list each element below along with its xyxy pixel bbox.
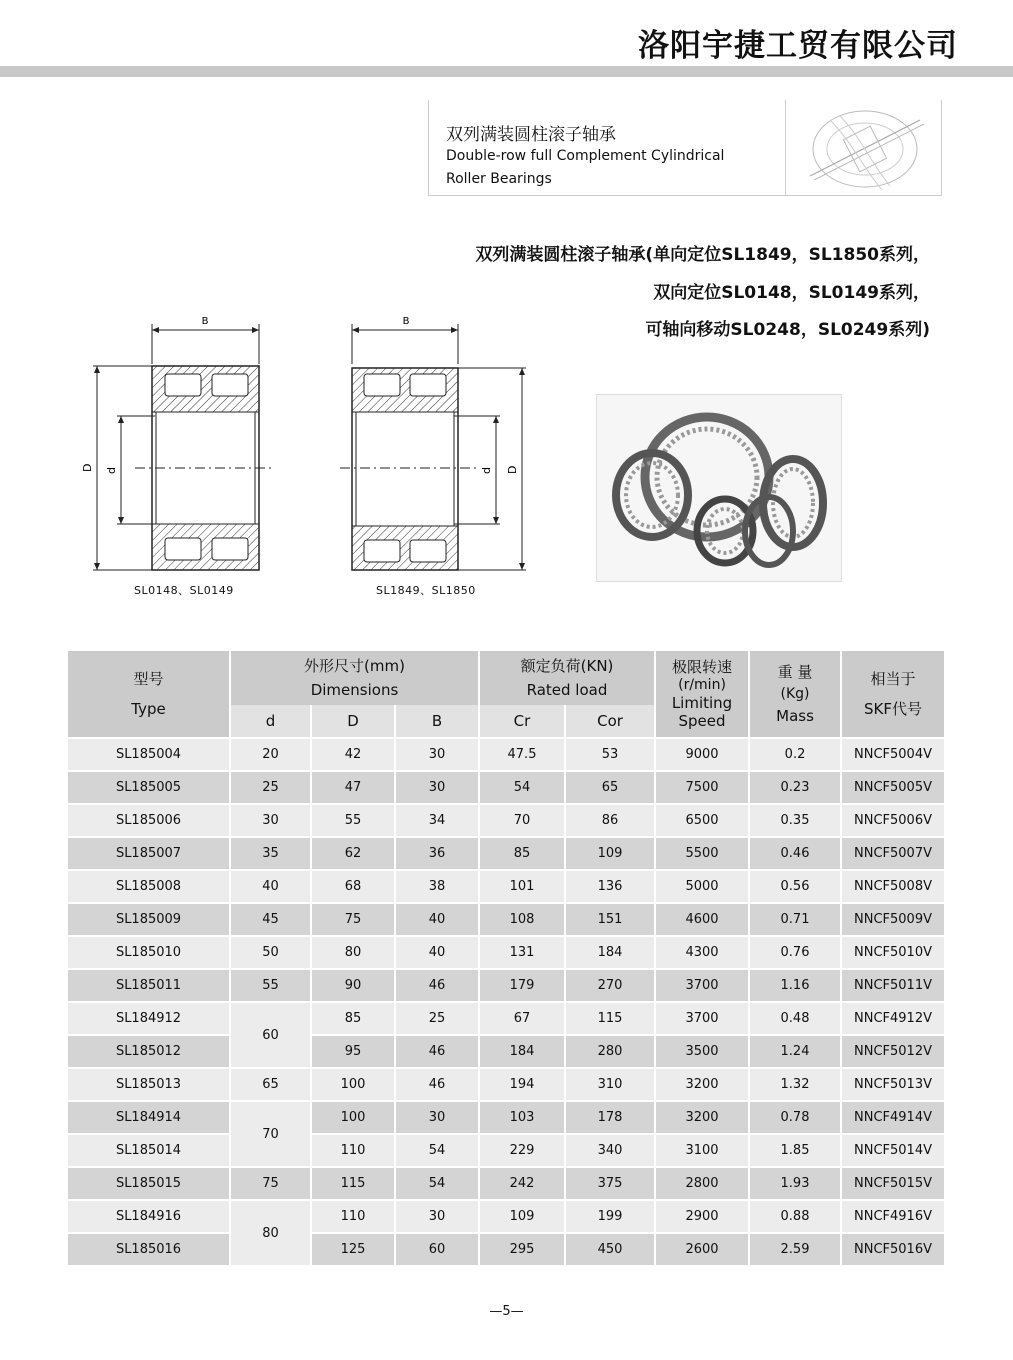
header-dim-cn: 外形尺寸(mm) [304, 657, 405, 675]
cell-mass: 0.46 [749, 837, 841, 870]
cell-skf: NNCF5005V [841, 771, 944, 804]
header-skf [841, 651, 944, 738]
cell-mass: 0.48 [749, 1002, 841, 1035]
cell-skf: NNCF5015V [841, 1167, 944, 1200]
cell-d: 42 [311, 738, 395, 771]
dim-D-label: D [81, 463, 94, 472]
cell-type: SL185014 [68, 1134, 230, 1167]
cell-mass: 1.93 [749, 1167, 841, 1200]
cell-type: SL185015 [68, 1167, 230, 1200]
dim-b-label: B [402, 316, 410, 327]
cell-skf: NNCF5016V [841, 1233, 944, 1265]
cell-cr: 131 [479, 936, 565, 969]
cell-mass: 1.85 [749, 1134, 841, 1167]
cell-type: SL185005 [68, 771, 230, 804]
cell-cor: 53 [565, 738, 655, 771]
cell-cor: 270 [565, 969, 655, 1002]
cell-skf: NNCF4914V [841, 1101, 944, 1134]
cell-d: 60 [230, 1002, 311, 1068]
cell-d: 95 [311, 1035, 395, 1068]
header-speed-en1: Limiting [671, 694, 733, 712]
table-row [68, 771, 944, 804]
cell-d: 85 [311, 1002, 395, 1035]
cell-cor: 115 [565, 1002, 655, 1035]
cell-cr: 47.5 [479, 738, 565, 771]
cell-b: 30 [395, 1200, 479, 1233]
cell-d: 68 [311, 870, 395, 903]
table-row [68, 1233, 944, 1265]
table-row [68, 1002, 944, 1035]
bearing-diagram-left [75, 312, 275, 580]
table-row [68, 1167, 944, 1200]
cell-speed: 5500 [655, 837, 749, 870]
cell-d: 90 [311, 969, 395, 1002]
cell-b: 40 [395, 903, 479, 936]
cell-speed: 2600 [655, 1233, 749, 1265]
header-Cr: Cr [479, 705, 565, 738]
header-mass-unit: (Kg) [780, 686, 810, 702]
cell-d: 35 [230, 837, 311, 870]
header-speed-en2: Speed [678, 712, 726, 730]
header-dimensions [230, 651, 479, 705]
cell-cr: 101 [479, 870, 565, 903]
cell-d: 20 [230, 738, 311, 771]
cell-speed: 7500 [655, 771, 749, 804]
cell-mass: 0.23 [749, 771, 841, 804]
cell-mass: 0.35 [749, 804, 841, 837]
heading-line1: 双列满装圆柱滚子轴承(单向定位SL1849，SL1850系列， [475, 245, 930, 265]
cell-d: 55 [230, 969, 311, 1002]
cell-mass: 0.56 [749, 870, 841, 903]
table-row [68, 1068, 944, 1101]
header-skf-cn2: SKF代号 [864, 700, 923, 718]
table-row [68, 903, 944, 936]
cell-speed: 3700 [655, 969, 749, 1002]
cell-d: 70 [230, 1101, 311, 1167]
cell-d: 110 [311, 1134, 395, 1167]
cell-d: 45 [230, 903, 311, 936]
cell-cor: 340 [565, 1134, 655, 1167]
diagram-left-caption: SL0148、SL0149 [134, 584, 234, 597]
cell-cr: 229 [479, 1134, 565, 1167]
cell-d: 100 [311, 1101, 395, 1134]
cell-cr: 194 [479, 1068, 565, 1101]
cell-b: 46 [395, 969, 479, 1002]
header-load-en: Rated load [526, 681, 608, 699]
cell-type: SL184912 [68, 1002, 230, 1035]
heading-line3: 可轴向移动SL0248，SL0249系列) [645, 320, 930, 340]
cell-speed: 3100 [655, 1134, 749, 1167]
cell-b: 36 [395, 837, 479, 870]
table-row [68, 1035, 944, 1068]
header-B: B [395, 705, 479, 738]
table-row [68, 837, 944, 870]
table-row [68, 1134, 944, 1167]
title-en-line1: Double-row full Complement Cylindrical [446, 148, 725, 164]
cell-cor: 375 [565, 1167, 655, 1200]
bearings-photo-icon [597, 395, 841, 581]
diagram-right-caption: SL1849、SL1850 [376, 584, 476, 597]
header-type-en: Type [131, 700, 166, 718]
cell-cr: 295 [479, 1233, 565, 1265]
table-row [68, 804, 944, 837]
cell-b: 30 [395, 1101, 479, 1134]
cell-d: 75 [311, 903, 395, 936]
bearings-photo [596, 394, 842, 582]
header-speed-cn: 极限转速 [672, 658, 733, 676]
cell-skf: NNCF5006V [841, 804, 944, 837]
spec-table-body [68, 738, 944, 1265]
header-D: D [311, 705, 395, 738]
cell-b: 46 [395, 1035, 479, 1068]
cell-cr: 179 [479, 969, 565, 1002]
cell-mass: 1.24 [749, 1035, 841, 1068]
cell-mass: 1.32 [749, 1068, 841, 1101]
cell-d: 80 [230, 1200, 311, 1265]
cell-cr: 67 [479, 1002, 565, 1035]
cell-d: 47 [311, 771, 395, 804]
cell-cor: 280 [565, 1035, 655, 1068]
table-row [68, 1101, 944, 1134]
cell-cor: 136 [565, 870, 655, 903]
cell-type: SL185007 [68, 837, 230, 870]
cell-mass: 1.16 [749, 969, 841, 1002]
title-en-line2: Roller Bearings [446, 171, 552, 187]
header-rated-load [479, 651, 655, 705]
cell-speed: 3500 [655, 1035, 749, 1068]
header-skf-cn1: 相当于 [870, 670, 916, 688]
cell-mass: 0.71 [749, 903, 841, 936]
bearing-sketch-icon [800, 106, 930, 192]
cell-speed: 3200 [655, 1068, 749, 1101]
cell-cor: 184 [565, 936, 655, 969]
cell-speed: 3200 [655, 1101, 749, 1134]
cell-d: 115 [311, 1167, 395, 1200]
cell-cor: 65 [565, 771, 655, 804]
cell-type: SL184914 [68, 1101, 230, 1134]
header-mass [749, 651, 841, 738]
cell-skf: NNCF5008V [841, 870, 944, 903]
cell-skf: NNCF5014V [841, 1134, 944, 1167]
cell-b: 40 [395, 936, 479, 969]
cell-d: 62 [311, 837, 395, 870]
cell-cor: 199 [565, 1200, 655, 1233]
dim-D-label: D [506, 465, 519, 474]
cell-b: 34 [395, 804, 479, 837]
cell-b: 30 [395, 738, 479, 771]
cell-cor: 178 [565, 1101, 655, 1134]
cell-speed: 3700 [655, 1002, 749, 1035]
dim-d-label: d [480, 467, 493, 474]
table-row [68, 870, 944, 903]
header-Cor: Cor [565, 705, 655, 738]
cell-speed: 6500 [655, 804, 749, 837]
cell-speed: 9000 [655, 738, 749, 771]
cell-speed: 2900 [655, 1200, 749, 1233]
cell-mass: 0.2 [749, 738, 841, 771]
cell-d: 110 [311, 1200, 395, 1233]
header-type [68, 651, 230, 738]
cell-skf: NNCF4916V [841, 1200, 944, 1233]
cell-cr: 184 [479, 1035, 565, 1068]
cell-type: SL185010 [68, 936, 230, 969]
cell-skf: NNCF5007V [841, 837, 944, 870]
cell-cor: 450 [565, 1233, 655, 1265]
dim-d-label: d [105, 467, 118, 474]
cell-b: 30 [395, 771, 479, 804]
cell-type: SL185016 [68, 1233, 230, 1265]
cell-skf: NNCF5009V [841, 903, 944, 936]
cell-d: 55 [311, 804, 395, 837]
header-mass-en: Mass [776, 707, 814, 725]
header-d: d [230, 705, 311, 738]
table-row [68, 936, 944, 969]
header-bar [0, 66, 1013, 77]
cell-cr: 70 [479, 804, 565, 837]
header-dim-en: Dimensions [310, 681, 399, 699]
cell-cor: 109 [565, 837, 655, 870]
cell-cr: 108 [479, 903, 565, 936]
cell-d: 40 [230, 870, 311, 903]
cell-type: SL185008 [68, 870, 230, 903]
header-mass-cn: 重 量 [777, 663, 813, 681]
header-load-cn: 额定负荷(KN) [520, 657, 614, 675]
header-speed [655, 651, 749, 738]
cell-d: 65 [230, 1068, 311, 1101]
cell-mass: 0.78 [749, 1101, 841, 1134]
cell-d: 25 [230, 771, 311, 804]
cell-speed: 5000 [655, 870, 749, 903]
cell-type: SL185012 [68, 1035, 230, 1068]
cell-d: 30 [230, 804, 311, 837]
cell-d: 75 [230, 1167, 311, 1200]
cell-type: SL185013 [68, 1068, 230, 1101]
cell-cor: 151 [565, 903, 655, 936]
cell-b: 54 [395, 1134, 479, 1167]
cell-cr: 109 [479, 1200, 565, 1233]
table-row [68, 969, 944, 1002]
cell-type: SL185006 [68, 804, 230, 837]
cell-b: 25 [395, 1002, 479, 1035]
cell-mass: 0.88 [749, 1200, 841, 1233]
cell-cr: 242 [479, 1167, 565, 1200]
bearing-diagram-right [340, 312, 540, 580]
cell-type: SL185004 [68, 738, 230, 771]
cell-speed: 4600 [655, 903, 749, 936]
cell-mass: 0.76 [749, 936, 841, 969]
cell-type: SL184916 [68, 1200, 230, 1233]
cell-cr: 103 [479, 1101, 565, 1134]
table-row [68, 738, 944, 771]
cell-d: 100 [311, 1068, 395, 1101]
cell-b: 46 [395, 1068, 479, 1101]
dim-b-label: B [201, 316, 209, 327]
header-speed-unit: (r/min) [678, 677, 726, 693]
spec-table [68, 651, 944, 1265]
cell-d: 80 [311, 936, 395, 969]
cell-skf: NNCF5004V [841, 738, 944, 771]
cell-skf: NNCF4912V [841, 1002, 944, 1035]
cell-skf: NNCF5012V [841, 1035, 944, 1068]
cell-cor: 86 [565, 804, 655, 837]
cell-cr: 85 [479, 837, 565, 870]
title-cn: 双列满装圆柱滚子轴承 [446, 125, 616, 145]
cell-speed: 4300 [655, 936, 749, 969]
cell-mass: 2.59 [749, 1233, 841, 1265]
page-number: —5— [489, 1304, 524, 1319]
cell-speed: 2800 [655, 1167, 749, 1200]
header-type-cn: 型号 [133, 670, 164, 688]
cell-b: 54 [395, 1167, 479, 1200]
table-row [68, 1200, 944, 1233]
cell-skf: NNCF5010V [841, 936, 944, 969]
cell-skf: NNCF5013V [841, 1068, 944, 1101]
title-box [428, 100, 942, 196]
cell-d: 125 [311, 1233, 395, 1265]
cell-type: SL185011 [68, 969, 230, 1002]
cell-cor: 310 [565, 1068, 655, 1101]
cell-d: 50 [230, 936, 311, 969]
cell-cr: 54 [479, 771, 565, 804]
company-name: 洛阳宇捷工贸有限公司 [638, 28, 958, 64]
cell-b: 38 [395, 870, 479, 903]
cell-type: SL185009 [68, 903, 230, 936]
cell-b: 60 [395, 1233, 479, 1265]
heading-line2: 双向定位SL0148，SL0149系列， [653, 283, 930, 303]
cell-skf: NNCF5011V [841, 969, 944, 1002]
